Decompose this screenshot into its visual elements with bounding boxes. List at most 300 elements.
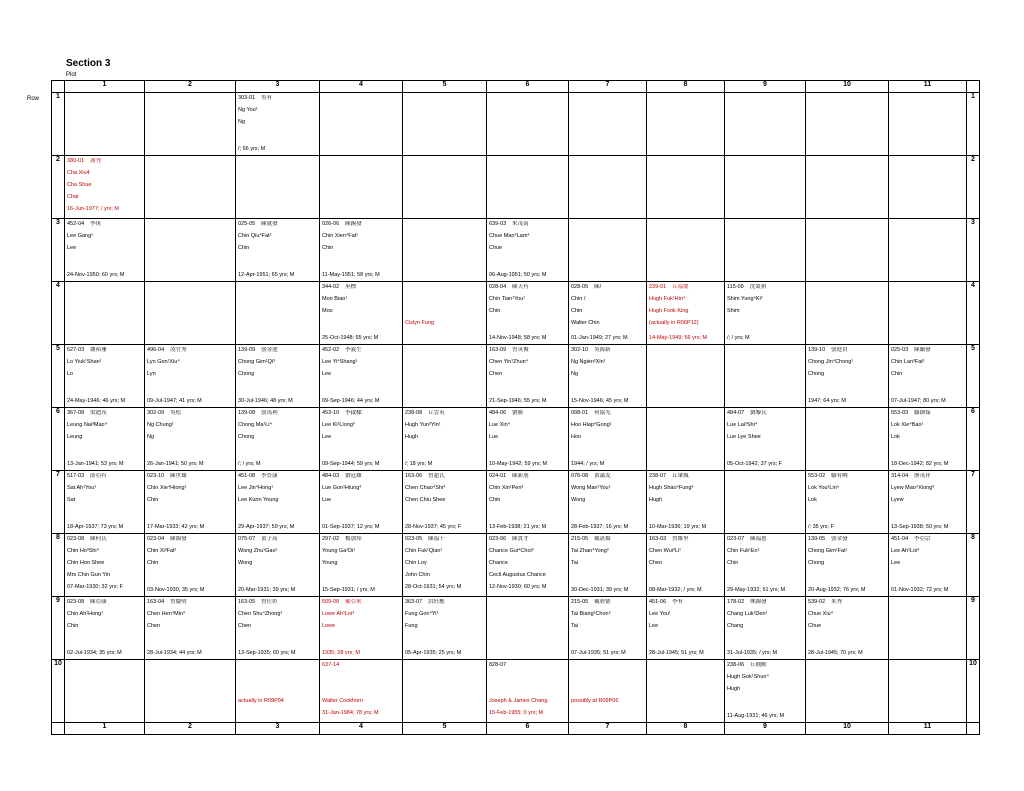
cell-text: 023-05 — [405, 536, 423, 542]
cell-text-line — [649, 320, 723, 327]
cell-text-line — [489, 422, 567, 429]
cell-text: Wong Man¹You¹ — [571, 485, 611, 491]
cell-text: Chin Hoo Shee — [67, 560, 105, 566]
cell-text-line — [67, 461, 143, 468]
cell-text: 553-02 — [808, 473, 826, 479]
plot-cell — [647, 471, 725, 534]
cell-text-line — [727, 650, 804, 657]
column-header: 5 — [403, 723, 487, 735]
cell-text-line — [808, 548, 887, 555]
cell-text-line — [238, 434, 318, 441]
cell-text: 023-08 — [67, 599, 85, 605]
chinese-name: 張馬利 — [261, 410, 278, 416]
plot-cell — [236, 345, 320, 408]
cell-text-line — [322, 611, 401, 618]
cell-text: Chin Xin¹Pen³ — [489, 485, 524, 491]
cell-text: /; 35 yrs; F — [808, 524, 834, 530]
plot-cell — [725, 219, 806, 282]
cell-text-line — [891, 410, 965, 417]
plot-cell — [806, 93, 889, 156]
cell-text-line — [322, 473, 401, 480]
chinese-name: 曾慶明 — [170, 599, 187, 605]
row-number: 9 — [52, 597, 65, 660]
cell-text: Chue Mao⁴Lam³ — [489, 233, 530, 239]
plot-cell — [806, 471, 889, 534]
plot-cell — [647, 156, 725, 219]
cell-text: 1935; 28 yrs; M — [322, 650, 360, 656]
cell-text-line — [571, 485, 645, 492]
cell-text-line — [727, 422, 804, 429]
cell-text-line — [322, 245, 401, 252]
cell-text: 28-Oct-1931; 54 yrs; M — [405, 584, 462, 590]
cell-text: 163-09 — [489, 347, 507, 353]
cell-text: 451-06 — [649, 599, 667, 605]
cell-text-line — [67, 536, 143, 543]
cell-text-line — [322, 308, 401, 315]
cell-text: Lue — [322, 497, 332, 503]
cell-text-line — [808, 398, 887, 405]
cell-text-line — [67, 245, 143, 252]
plot-cell — [806, 219, 889, 282]
cell-text: 163-03 — [649, 536, 667, 542]
cell-text: Chen — [238, 623, 252, 629]
cell-text-line — [405, 572, 485, 579]
cell-text: /; / yrs; M — [238, 461, 261, 467]
cell-text: Chen Shu⁴Zhong¹ — [238, 611, 283, 617]
chinese-name: 陳蘭發 — [914, 347, 931, 353]
plot-cell — [487, 660, 569, 723]
cell-text-line — [489, 485, 567, 492]
cell-text-line — [571, 536, 645, 543]
plot-cell — [569, 282, 647, 345]
cell-text: 496-04 — [147, 347, 165, 353]
cell-text-line — [891, 434, 965, 441]
cell-text-line — [322, 698, 401, 705]
cell-text: Chin Loy — [405, 560, 427, 566]
cell-text: Lee — [322, 371, 332, 377]
cell-text-line — [489, 272, 567, 279]
plot-cell — [725, 93, 806, 156]
cell-text: Chin — [238, 245, 250, 251]
cell-text-line — [891, 422, 965, 429]
row-number: 8 — [967, 534, 980, 597]
cell-text-line — [489, 371, 567, 378]
cell-text: Chin — [147, 560, 159, 566]
cell-text-line — [238, 398, 318, 405]
cell-text-line — [147, 359, 234, 366]
cell-text: 344-02 — [322, 284, 340, 290]
cell-text-line — [727, 611, 804, 618]
cell-text: 023-07 — [727, 536, 745, 542]
cell-text-line — [489, 308, 567, 315]
cell-text-line — [147, 599, 234, 606]
cell-text: Chang — [727, 623, 744, 629]
cell-text-line — [405, 548, 485, 555]
cell-text-line — [727, 587, 804, 594]
cell-text-line — [322, 398, 401, 405]
plot-cell — [65, 345, 145, 408]
plot-cell — [236, 597, 320, 660]
cell-text-line — [727, 713, 804, 720]
cell-text: Chen Chao⁴Shi⁴ — [405, 485, 446, 491]
cell-text-line — [571, 623, 645, 630]
plot-row — [52, 282, 980, 345]
cell-text: Lee — [67, 245, 77, 251]
chinese-name: 丘圓勳 — [750, 662, 767, 668]
cell-text: Lowe Ah¹Loi³ — [322, 611, 355, 617]
plot-cell — [806, 345, 889, 408]
cell-text: Lue Lye Shee — [727, 434, 761, 440]
chinese-name: 曾維里 — [672, 536, 689, 542]
cell-text-line — [67, 524, 143, 531]
cell-text: 15-Nov-1946; 45 yrs; M — [571, 398, 629, 404]
cell-text-line — [238, 698, 318, 705]
cell-text-line — [649, 284, 723, 291]
cell-text-line — [238, 650, 318, 657]
cell-text-line — [67, 272, 143, 279]
cell-text-line — [808, 524, 887, 531]
plot-cell — [403, 408, 487, 471]
cell-text: Lee Gang¹ — [67, 233, 93, 239]
row-number: 2 — [52, 156, 65, 219]
cell-text: Tai Biang¹Chon⁵ — [571, 611, 611, 617]
cell-text-line — [238, 410, 318, 417]
cell-text-line — [489, 347, 567, 354]
cell-text-line — [147, 347, 234, 354]
cell-text: Lue Gon¹Hiung³ — [322, 485, 362, 491]
cell-text: 28-Feb-1937; 16 yrs; M — [571, 524, 629, 530]
cell-text-line — [238, 347, 318, 354]
plot-cell — [145, 345, 236, 408]
cell-text-line — [67, 560, 143, 567]
cell-text-line — [808, 536, 887, 543]
cell-text: 828-07 — [489, 662, 507, 668]
cell-text: 18-Apr-1937; 73 yrs; M — [67, 524, 124, 530]
cell-text: Tai Zhan⁴Yong³ — [571, 548, 609, 554]
cell-text: 076-08 — [571, 473, 589, 479]
cell-text-line — [649, 623, 723, 630]
cell-text: 452-04 — [67, 221, 85, 227]
cell-text: 18-Dec-1942; 82 yrs; M — [891, 461, 949, 467]
cell-text-line — [322, 497, 401, 504]
cell-text: 28-Jul-1934; 44 yrs; M — [147, 650, 202, 656]
cell-text-line — [238, 611, 318, 618]
cell-text: Chin — [489, 497, 501, 503]
cell-text-line — [891, 359, 965, 366]
plot-cell — [569, 156, 647, 219]
cell-text: Lyew Mao⁴Xiong³ — [891, 485, 935, 491]
cell-text-line — [489, 398, 567, 405]
cell-text-line — [67, 497, 143, 504]
cell-text: 025-03 — [891, 347, 909, 353]
cell-text: 023-08 — [67, 536, 85, 542]
cell-text: Wong — [238, 560, 253, 566]
cell-text-line — [649, 650, 723, 657]
cell-text: 509-08 — [322, 599, 340, 605]
cell-text: /; / yrs; M — [727, 335, 750, 341]
cell-text: 238-06 — [727, 662, 745, 668]
cell-text: 25-Oct-1948; 65 yrs; M — [322, 335, 379, 341]
row-number: 10 — [52, 660, 65, 723]
cell-text-line — [238, 146, 318, 153]
plot-cell — [65, 534, 145, 597]
cell-text-line — [808, 599, 887, 606]
chinese-name: 陳世雄 — [170, 473, 187, 479]
cell-text-line — [405, 422, 485, 429]
plot-cell — [65, 660, 145, 723]
plot-cell — [145, 219, 236, 282]
cell-text-line — [489, 536, 567, 543]
plot-cell — [806, 282, 889, 345]
cell-text: 16-Jun-1977; / yrs; M — [67, 206, 119, 212]
chinese-name: 李有 — [672, 599, 684, 605]
cell-text: 13-Sep-1935; 60 yrs; M — [238, 650, 296, 656]
cell-text: John Chin — [405, 572, 430, 578]
cell-text-line — [649, 587, 723, 594]
cell-text-line — [649, 560, 723, 567]
plot-cell — [889, 282, 967, 345]
cell-text: 139-05 — [808, 536, 826, 542]
plot-cell — [145, 660, 236, 723]
column-header: 1 — [65, 81, 145, 93]
cell-text: Chong — [238, 371, 255, 377]
chinese-name: 陳福千 — [428, 536, 445, 542]
cell-text: 07-Jul-1947; 80 yrs; M — [891, 398, 946, 404]
chinese-name: 陳/ — [594, 284, 602, 290]
cell-text-line — [891, 371, 965, 378]
cell-text: 31-Jul-1935; / yrs; M — [727, 650, 778, 656]
cell-text: /; 66 yrs; M — [238, 146, 266, 152]
corner-cell — [967, 81, 980, 93]
chinese-name: 謝秀 — [90, 158, 102, 164]
cell-text-line — [649, 335, 723, 342]
cell-text: Chin — [489, 308, 501, 314]
cell-text: Hugh — [649, 497, 663, 503]
cell-text: Lee Yi⁴Shang¹ — [322, 359, 358, 365]
cell-text-line — [322, 434, 401, 441]
row-number: 5 — [967, 345, 980, 408]
cell-text-line — [147, 434, 234, 441]
plot-cell — [145, 471, 236, 534]
plot-cell — [320, 597, 403, 660]
plot-cell — [403, 660, 487, 723]
cell-text-line — [649, 599, 723, 606]
cell-text: 517-03 — [67, 473, 85, 479]
chinese-name: 陳亞康 — [90, 599, 107, 605]
cell-text-line — [238, 272, 318, 279]
cell-text-line — [405, 410, 485, 417]
cell-text: Chong Ma¹Li⁴ — [238, 422, 272, 428]
plot-cell — [569, 534, 647, 597]
cell-text: Chin Xie⁴Hiong¹ — [147, 485, 187, 491]
chinese-name: 鄭錦發 — [750, 599, 767, 605]
plot-cell — [806, 534, 889, 597]
cell-text-line — [405, 560, 485, 567]
cell-text: 12-Apr-1951; 65 yrs; M — [238, 272, 295, 278]
cell-text-line — [238, 473, 318, 480]
column-header: 4 — [320, 723, 403, 735]
cell-text: 215-05 — [571, 536, 589, 542]
cell-text-line — [238, 587, 318, 594]
plot-cell — [889, 408, 967, 471]
row-number: 1 — [967, 93, 980, 156]
cell-text: 24-Nov-1950; 60 yrs; M — [67, 272, 125, 278]
cell-text: Ng — [571, 371, 579, 377]
cell-text-line — [727, 560, 804, 567]
cell-text: Young Ga¹Di¹ — [322, 548, 356, 554]
plot-row — [52, 471, 980, 534]
cell-text-line — [147, 461, 234, 468]
cell-text-line — [238, 359, 318, 366]
chinese-name: 陳貴才 — [512, 536, 529, 542]
cell-text-line — [571, 398, 645, 405]
plot-row — [52, 93, 980, 156]
cell-text-line — [891, 485, 965, 492]
cell-text-line — [405, 461, 485, 468]
plot-row — [52, 219, 980, 282]
cell-text-line — [808, 497, 887, 504]
cell-text-line — [727, 296, 804, 303]
cell-text-line — [571, 422, 645, 429]
cell-text: Chai — [67, 194, 79, 200]
plot-cell — [806, 597, 889, 660]
cell-text-line — [489, 698, 567, 705]
cell-text: 451-08 — [238, 473, 256, 479]
cell-text-line — [571, 371, 645, 378]
cell-text: Chin Tian¹You¹ — [489, 296, 526, 302]
cell-text: 302-10 — [571, 347, 589, 353]
row-number: 3 — [967, 219, 980, 282]
cell-text-line — [727, 335, 804, 342]
cell-text-line — [67, 422, 143, 429]
cell-text-line — [489, 233, 567, 240]
corner-cell — [52, 723, 65, 735]
cell-text: 302-09 — [147, 410, 165, 416]
cell-text-line — [808, 650, 887, 657]
cell-text-line — [322, 410, 401, 417]
chinese-name: 張金池 — [261, 347, 278, 353]
cell-text-line — [808, 587, 887, 594]
cell-text-line — [489, 662, 567, 669]
plot-cell — [236, 471, 320, 534]
cell-text-line — [67, 347, 143, 354]
chinese-name: 陳天有 — [512, 284, 529, 290]
cell-text-line — [891, 473, 965, 480]
cell-text: Chance — [489, 560, 508, 566]
plot-row — [52, 408, 980, 471]
chinese-name: 朱秀 — [831, 599, 843, 605]
cell-text: possibly at R09P06 — [571, 698, 619, 704]
plot-cell — [725, 408, 806, 471]
cell-text: Lyn Gon¹Xiu⁴ — [147, 359, 180, 365]
chinese-name: 李亞宗 — [914, 536, 931, 542]
cell-text: Chen — [147, 623, 161, 629]
cell-text: 163-04 — [147, 599, 165, 605]
plot-cell — [806, 408, 889, 471]
cell-text-line — [67, 473, 143, 480]
cell-text: 115-09 — [727, 284, 744, 290]
plot-cell — [65, 408, 145, 471]
cell-text-line — [489, 497, 567, 504]
cell-text-line — [649, 308, 723, 315]
cell-text: Wong Zhu¹Gao¹ — [238, 548, 278, 554]
cell-text-line — [67, 611, 143, 618]
chinese-name: 陳新朋 — [512, 473, 529, 479]
chinese-name: 盧裕珊 — [90, 347, 107, 353]
cell-text: 29-May-1932; 51 yrs; M — [727, 587, 786, 593]
cell-text: 13-Feb-1938; 21 yrs; M — [489, 524, 547, 530]
cell-text-line — [322, 335, 401, 342]
cell-text-line — [808, 347, 887, 354]
cell-text-line — [571, 497, 645, 504]
cell-text-line — [571, 548, 645, 555]
plot-cell — [145, 534, 236, 597]
column-header: 9 — [725, 81, 806, 93]
plot-cell — [487, 534, 569, 597]
cell-text: 08-Mar-1932; / yrs; M — [649, 587, 702, 593]
cell-text: Hugh Shao⁴Fung³ — [649, 485, 694, 491]
cell-text: 09-Jul-1947; 41 yrs; M — [147, 398, 202, 404]
cell-text-line — [649, 296, 723, 303]
cell-text: Ng Ngien³Xin¹ — [571, 359, 606, 365]
chinese-name: 丘肇鳳 — [672, 473, 689, 479]
cell-text-line — [238, 371, 318, 378]
cell-text: Shim Yung⁵Ki³ — [727, 296, 763, 302]
cell-text: Lyn — [147, 371, 156, 377]
plot-cell — [889, 660, 967, 723]
plot-cell — [403, 597, 487, 660]
cell-text: Chance Gui⁴Choi³ — [489, 548, 534, 554]
chinese-name: 丘雲英 — [428, 410, 445, 416]
cell-text: Hugh — [405, 434, 419, 440]
chinese-name: 曾趙氏 — [428, 473, 445, 479]
cell-text: Shim — [727, 308, 740, 314]
cell-text: Ng Chung¹ — [147, 422, 174, 428]
plot-cell — [236, 534, 320, 597]
chinese-name: 薛亞有 — [90, 473, 107, 479]
cell-text: Walter Chin — [571, 320, 600, 326]
cell-text-line — [67, 359, 143, 366]
cell-text-line — [322, 536, 401, 543]
cell-text: Chen Yin¹Zhun⁴ — [489, 359, 529, 365]
column-header: 4 — [320, 81, 403, 93]
cell-text-line — [649, 548, 723, 555]
cell-text-line — [238, 233, 318, 240]
cell-text-line — [727, 686, 804, 693]
chinese-name: 楊加知 — [345, 536, 362, 542]
cell-text-line — [147, 548, 234, 555]
column-header: 10 — [806, 723, 889, 735]
cell-text-line — [571, 650, 645, 657]
cell-text: 20-Mar-1931; 39 yrs; M — [238, 587, 296, 593]
cell-text-line — [489, 434, 567, 441]
cell-text-line — [808, 560, 887, 567]
cell-text-line — [571, 359, 645, 366]
chinese-name: 凌官秀 — [170, 347, 187, 353]
plot-cell — [320, 93, 403, 156]
chinese-name: 駱細保 — [914, 410, 931, 416]
column-header: 6 — [487, 723, 569, 735]
plot-cell — [320, 660, 403, 723]
cell-text: 09-Sep-1946; 44 yrs; M — [322, 398, 380, 404]
cell-text: Chen Wui³Li¹ — [649, 548, 681, 554]
cell-text-line — [489, 524, 567, 531]
cell-text-line — [891, 347, 965, 354]
cell-text-line — [67, 398, 143, 405]
cell-text: 314-04 — [891, 473, 909, 479]
cell-text: Chin Qiu⁴Fat¹ — [238, 233, 272, 239]
cell-text-line — [571, 473, 645, 480]
